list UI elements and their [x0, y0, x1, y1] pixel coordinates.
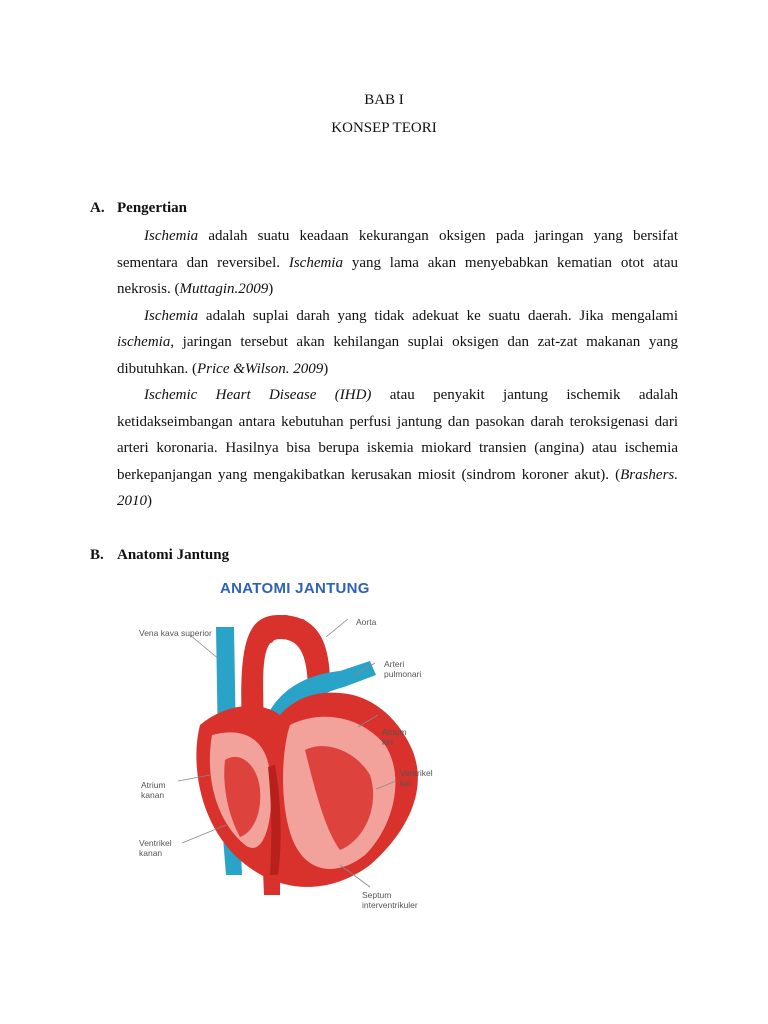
- paragraph-line: [117, 303, 678, 330]
- paragraph-line: ketidakseimbangan antara kebutuhan perfusi jantung dan pasokan darah teroksigenasi dari: [117, 413, 678, 430]
- paragraph-line: [117, 356, 678, 383]
- italic-term: Ischemia: [144, 228, 199, 244]
- citation: Brashers.: [620, 466, 678, 483]
- text-run: ): [323, 360, 329, 377]
- citation: 2010: [117, 493, 147, 509]
- citation: Muttagin.2009: [179, 281, 269, 297]
- figure-title: ANATOMI JANTUNG: [220, 580, 370, 597]
- paragraph-line: [117, 382, 678, 409]
- aorta-branch: [280, 615, 290, 637]
- paragraph-line: [117, 223, 678, 250]
- italic-term: Ischemia: [144, 307, 199, 324]
- text-run: atau penyakit jantung ischemik adalah: [371, 387, 678, 403]
- italic-term: Ischemic Heart Disease (IHD): [144, 387, 372, 403]
- text-run: adalah suplai darah yang tidak adekuat ke suatu daerah. Jika mengalami: [198, 307, 678, 324]
- text-run: sementara dan reversibel.: [117, 254, 289, 271]
- label-vena-cava-superior: Vena kava superior: [139, 628, 212, 638]
- paragraph-line: arteri koronaria. Hasilnya bisa berupa iskemia miokard transien (angina) atau ischemia: [117, 440, 678, 456]
- pengertian-body: [117, 223, 678, 515]
- label-atrium-kanan: Atrium kanan: [141, 780, 166, 800]
- label-arteri-pulmonari: Arteri pulmonari: [384, 659, 422, 679]
- text-run: yang lama akan menyebabkan kematian otot atau: [342, 254, 678, 271]
- paragraph-line: [117, 488, 678, 515]
- italic-term: Ischemia: [288, 254, 343, 271]
- paragraph-line: [117, 250, 678, 277]
- section-number: A.: [90, 200, 105, 216]
- paragraph-line: [117, 329, 678, 356]
- label-aorta: Aorta: [356, 617, 377, 627]
- text-run: nekrosis. (: [117, 281, 180, 297]
- text-run: ): [147, 493, 152, 509]
- section-heading-anatomi: [90, 547, 229, 564]
- section-title: Pengertian: [117, 200, 187, 216]
- label-ventrikel-kiri: Ventrikel kiri: [400, 768, 433, 788]
- section-heading-pengertian: [90, 200, 187, 217]
- section-title: Anatomi Jantung: [117, 547, 230, 563]
- label-ventrikel-kanan: Ventrikel kanan: [139, 838, 172, 858]
- paragraph-line: [117, 462, 678, 489]
- text-run: , jaringan tersebut akan kehilangan suplai oksigen dan zat-zat makanan yang: [170, 334, 678, 350]
- label-septum: Septum interventrikuler: [362, 890, 418, 910]
- section-number: B.: [90, 547, 104, 563]
- chapter-title: KONSEP TEORI: [331, 120, 437, 136]
- aorta-branch: [296, 619, 306, 641]
- heart-anatomy-illustration: [130, 575, 460, 920]
- citation: Price &Wilson. 2009: [197, 360, 324, 377]
- text-run: ): [268, 281, 274, 297]
- paragraph-line: [117, 276, 678, 303]
- label-atrium-kiri: Atrium kiri: [382, 727, 407, 747]
- italic-term: ischemia: [117, 334, 171, 350]
- text-run: dibutuhkan. (: [117, 360, 197, 377]
- chapter-number: BAB I: [364, 92, 404, 108]
- text-run: berkepanjangan yang mengakibatkan kerusakan miosit (sindrom koroner akut). (: [117, 466, 621, 483]
- text-run: adalah suatu keadaan kekurangan oksigen pada jaringan yang bersifat: [198, 228, 678, 244]
- aorta-branch: [264, 621, 274, 643]
